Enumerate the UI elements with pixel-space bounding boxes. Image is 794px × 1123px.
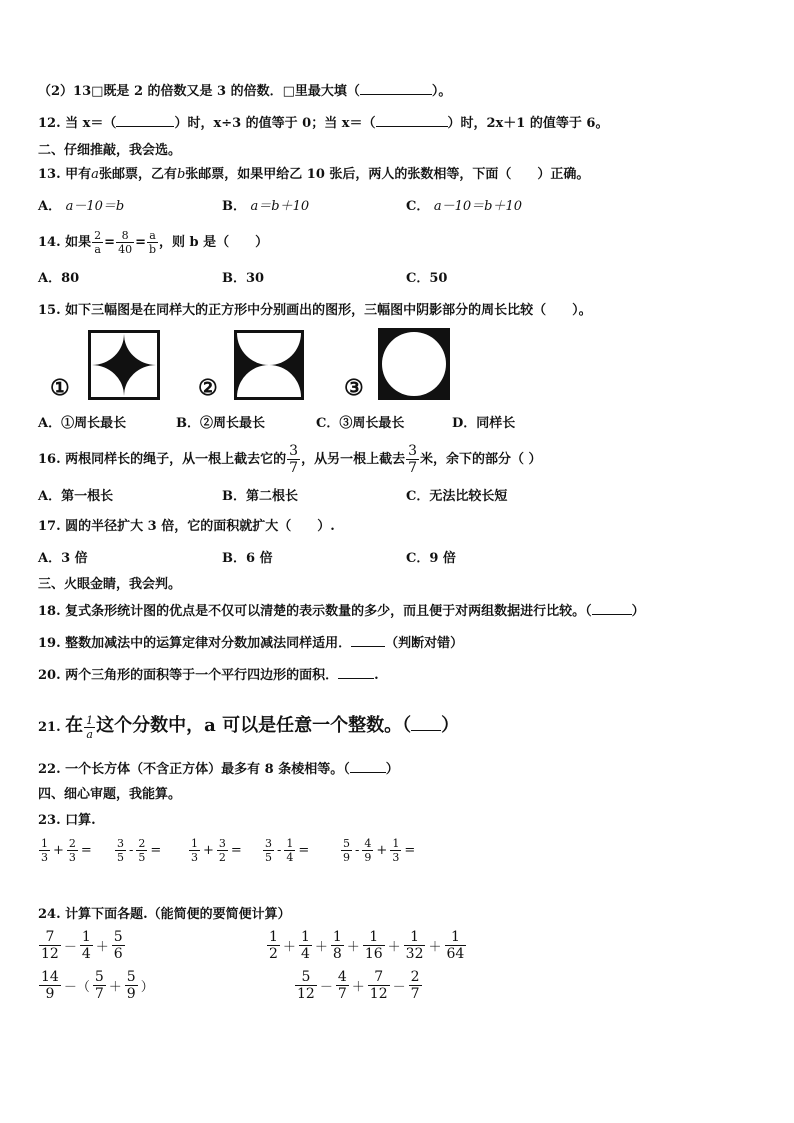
question-11-part2: （2）13□既是 2 的倍数又是 3 的倍数．□里最大填（ ）。 [38, 84, 452, 99]
fraction: $\frac{1}{2}$ [269, 929, 278, 962]
operator: - [355, 843, 360, 858]
fraction: $\frac{3}{7}$ [408, 443, 418, 476]
q14-option-b[interactable]: B．30 [222, 271, 265, 286]
operator: = [298, 843, 310, 858]
operator: －（ [63, 980, 90, 995]
fraction: $\frac{1}{16}$ [364, 929, 383, 962]
fraction: $\frac{2}{5}$ [138, 837, 146, 864]
question-12: 12. 当 x＝（ ）时，x÷3 的值等于 0；当 x＝（ ）时，2x＋1 的值等于 6。 [38, 116, 609, 131]
operator: = [80, 843, 92, 858]
operator: = [404, 843, 416, 858]
fraction: $\frac{a}{b}$ [148, 229, 157, 256]
question-19: 19. 整数加减法中的运算定律对分数加减法同样适用． （判断对错） [38, 636, 464, 651]
q15-option-a[interactable]: A．①周长最长 [38, 416, 127, 431]
q13-option-a[interactable]: A． a－10＝b [38, 199, 125, 214]
operator: ＋ [314, 940, 328, 955]
fraction: $\frac{7}{12}$ [41, 929, 59, 962]
operator: ＋ [387, 940, 401, 955]
fraction: $\frac{1}{a}$ [86, 714, 94, 741]
q17-option-c[interactable]: C．9 倍 [406, 551, 456, 566]
fraction: $\frac{2}{7}$ [410, 969, 420, 1002]
fraction: $\frac{3}{5}$ [265, 837, 272, 864]
fraction: $\frac{1}{4}$ [300, 929, 310, 962]
math-expression[interactable] [38, 838, 94, 863]
figure-label-3: ③ [344, 375, 364, 401]
fraction: $\frac{1}{32}$ [405, 929, 424, 962]
operator: － [319, 980, 333, 995]
fraction: $\frac{1}{3}$ [41, 837, 48, 864]
fraction: $\frac{1}{64}$ [446, 929, 465, 962]
q15-option-d[interactable]: D．同样长 [452, 416, 516, 431]
fraction: $\frac{1}{3}$ [392, 837, 400, 864]
math-expression[interactable] [114, 838, 163, 863]
question-16: 16. 两根同样长的绳子，从一根上截去它的 $\frac{3}{7}$ ，从另一根上截去 $\frac{3}{7}$ 米，余下的部分（ ） [38, 443, 542, 476]
fraction: $\frac{3}{2}$ [218, 837, 226, 864]
fraction: $\frac{14}{9}$ [41, 969, 59, 1002]
figure-1-concave-star [88, 330, 160, 400]
question-20: 20. 两个三角形的面积等于一个平行四边形的面积． . [38, 668, 379, 683]
section-3-heading: 三、火眼金睛，我会判。 [38, 577, 182, 592]
fraction: $\frac{2}{3}$ [68, 837, 76, 864]
math-expression[interactable] [340, 838, 417, 863]
math-expression[interactable] [262, 838, 311, 863]
answer-blank[interactable] [592, 602, 632, 615]
figure-3-circle-in-square [378, 328, 450, 400]
operator: － [63, 940, 77, 955]
operator: ＋ [108, 980, 122, 995]
fraction: $\frac{5}{12}$ [297, 969, 315, 1002]
operator: + [376, 843, 388, 858]
operator: = [150, 843, 162, 858]
operator: - [129, 843, 134, 858]
answer-blank[interactable] [338, 666, 374, 679]
question-21: 21. 在 $\frac{1}{a}$ 这个分数中，a 可以是任意一个整数。（ ） [38, 714, 460, 741]
fraction: $\frac{7}{12}$ [369, 969, 388, 1002]
math-expression[interactable] [294, 970, 423, 1001]
math-expression[interactable] [38, 970, 156, 1001]
figure-2-double-semicircle [234, 330, 304, 400]
operator: ＋ [95, 940, 109, 955]
operator: ＋ [346, 940, 360, 955]
q16-option-c[interactable]: C．无法比较长短 [406, 489, 508, 504]
operator: ） [140, 980, 154, 995]
question-14: 14. 如果 $\frac{2}{a}$ = $\frac{8}{40}$ = $\frac{a}{b}$ ，则 b 是（ ） [38, 229, 269, 256]
fraction: $\frac{4}{7}$ [337, 969, 347, 1002]
q14-option-c[interactable]: C．50 [406, 271, 448, 286]
math-expression[interactable] [266, 930, 467, 961]
section-4-heading: 四、细心审题，我能算。 [38, 787, 182, 802]
question-18: 18. 复式条形统计图的优点是不仅可以清楚的表示数量的多少，而且便于对两组数据进行比较。（ ） [38, 604, 645, 619]
fraction: $\frac{3}{7}$ [289, 443, 299, 476]
question-24: 24. 计算下面各题.（能简便的要简便计算） [38, 907, 291, 922]
q16-option-b[interactable]: B．第二根长 [222, 489, 299, 504]
operator: + [53, 843, 64, 858]
math-expression[interactable] [188, 838, 244, 863]
fraction: $\frac{5}{9}$ [343, 837, 350, 864]
operator: ＋ [428, 940, 442, 955]
fraction: $\frac{5}{9}$ [126, 969, 136, 1002]
operator: - [277, 843, 282, 858]
fraction: $\frac{3}{5}$ [117, 837, 124, 864]
operator: ＋ [282, 940, 296, 955]
figure-label-1: ① [50, 375, 70, 401]
math-expression[interactable] [38, 930, 126, 961]
fraction: $\frac{8}{40}$ [118, 229, 133, 256]
q17-option-a[interactable]: A．3 倍 [38, 551, 88, 566]
fraction: $\frac{4}{9}$ [364, 837, 372, 864]
operator: + [203, 843, 214, 858]
question-23: 23. 口算. [38, 813, 96, 828]
question-15: 15. 如下三幅图是在同样大的正方形中分别画出的图形，三幅图中阴影部分的周长比较（ ）。 [38, 303, 592, 318]
q16-option-a[interactable]: A．第一根长 [38, 489, 114, 504]
answer-blank[interactable] [350, 760, 386, 773]
q15-option-b[interactable]: B．②周长最长 [176, 416, 266, 431]
fraction: $\frac{1}{8}$ [332, 929, 342, 962]
fraction: $\frac{5}{7}$ [94, 969, 104, 1002]
q17-option-b[interactable]: B．6 倍 [222, 551, 273, 566]
answer-blank[interactable] [376, 114, 448, 127]
section-2-heading: 二、仔细推敲，我会选。 [38, 143, 182, 158]
operator: = [230, 843, 242, 858]
answer-blank[interactable] [360, 82, 432, 95]
answer-blank[interactable] [351, 634, 385, 647]
operator: ＋ [351, 980, 365, 995]
fraction: $\frac{1}{3}$ [191, 837, 198, 864]
question-22: 22. 一个长方体（不含正方体）最多有 8 条棱相等。（ ） [38, 762, 399, 777]
fraction: $\frac{2}{a}$ [94, 229, 102, 256]
q13-option-b[interactable]: B． a＝b＋10 [222, 199, 310, 214]
question-13: 13. 甲有a张邮票，乙有b张邮票，如果甲给乙 10 张后，两人的张数相等，下面（ ）正确。 [38, 167, 590, 182]
q13-option-c[interactable]: C． a－10＝b＋10 [406, 199, 523, 214]
q14-option-a[interactable]: A．80 [38, 271, 80, 286]
operator: － [392, 980, 406, 995]
fraction: $\frac{1}{4}$ [81, 929, 91, 962]
answer-blank[interactable] [411, 718, 441, 731]
q15-option-c[interactable]: C．③周长最长 [316, 416, 405, 431]
answer-blank[interactable] [116, 114, 174, 127]
question-17: 17. 圆的半径扩大 3 倍，它的面积就扩大（ ）. [38, 519, 335, 534]
fraction: $\frac{5}{6}$ [113, 929, 123, 962]
figure-label-2: ② [198, 375, 218, 401]
fraction: $\frac{1}{4}$ [286, 837, 294, 864]
